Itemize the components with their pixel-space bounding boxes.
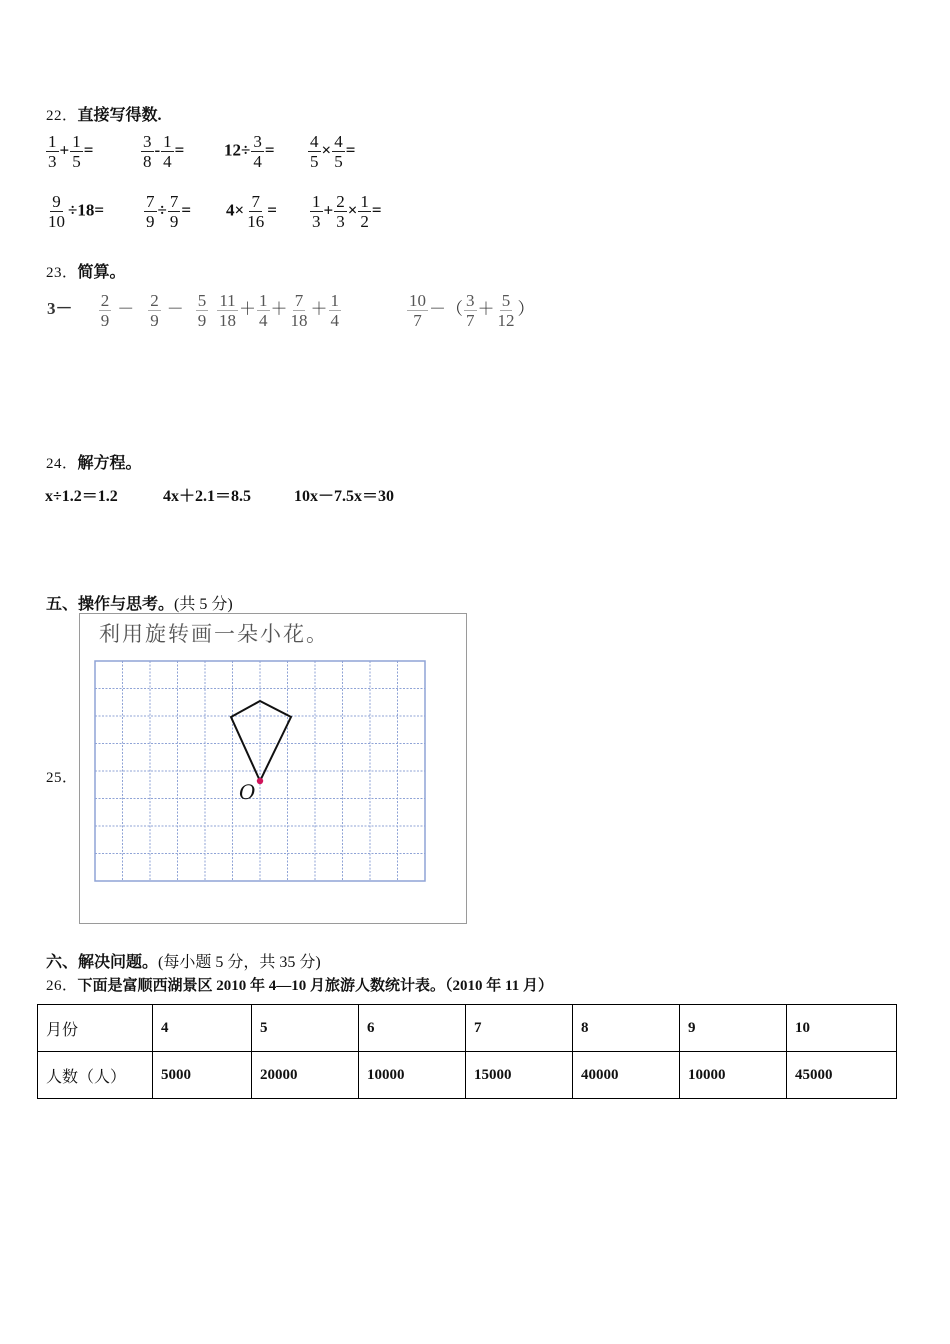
- people-cell: 20000: [252, 1052, 359, 1099]
- month-cell: 10: [787, 1005, 897, 1052]
- table-row: [38, 1005, 897, 1052]
- q25-figure: [79, 613, 467, 924]
- people-cell: 15000: [466, 1052, 573, 1099]
- fraction: $\frac{1}{3}$: [48, 132, 57, 171]
- section5-title: 五、操作与思考。: [46, 596, 175, 613]
- q24-number: 24．: [46, 456, 78, 472]
- table-row: [38, 1052, 897, 1099]
- equation-3: 10x－7.5x＝30: [294, 488, 395, 505]
- people-cell: 5000: [153, 1052, 252, 1099]
- q22-item-6: $\frac{7}{9}$ ÷ $\frac{7}{9}$ =: [146, 192, 192, 231]
- q23-number: 23．: [46, 265, 78, 281]
- fraction: $\frac{10}{7}$: [409, 291, 426, 330]
- fraction: $\frac{2}{9}$: [150, 291, 159, 330]
- row-header-people: 人数（人）: [38, 1052, 153, 1099]
- q24-title: 解方程。: [77, 455, 142, 472]
- month-cell: 4: [153, 1005, 252, 1052]
- equation-1: x÷1.2＝1.2: [45, 488, 118, 505]
- fraction: $\frac{9}{10}$: [48, 192, 65, 231]
- fraction: $\frac{3}{7}$: [466, 291, 475, 330]
- q25-number: 25．: [46, 770, 78, 786]
- q22-heading: [46, 102, 162, 125]
- q22-number: 22．: [46, 108, 78, 124]
- fraction: $\frac{1}{4}$: [259, 291, 268, 330]
- q23-title: 简算。: [77, 264, 126, 281]
- fraction: $\frac{2}{3}$: [336, 192, 345, 231]
- section6-title: 六、解决问题。: [46, 954, 159, 971]
- fraction: $\frac{7}{9}$: [169, 192, 179, 231]
- q23-expression-1: 3－ $\frac{2}{9}$ － $\frac{2}{9}$ － $\frac{5}{9}$: [47, 291, 207, 330]
- fraction: $\frac{11}{18}$: [219, 291, 236, 330]
- month-cell: 6: [359, 1005, 466, 1052]
- row-header-month: 月份: [38, 1005, 153, 1052]
- rotation-grid-figure: [79, 613, 467, 924]
- month-cell: 5: [252, 1005, 359, 1052]
- fraction: $\frac{5}{9}$: [197, 291, 207, 330]
- figure-caption: 利用旋转画一朵小花。: [99, 622, 329, 646]
- q26-heading: [46, 974, 553, 995]
- q22-item-1: $\frac{1}{3}$ + $\frac{1}{5}$ =: [48, 132, 94, 171]
- section6-heading: [46, 949, 321, 972]
- fraction: $\frac{7}{9}$: [146, 192, 155, 231]
- fraction: $\frac{3}{8}$: [143, 132, 152, 171]
- fraction: $\frac{7}{16}$: [247, 192, 265, 231]
- q22-item-7: 4× $\frac{7}{16}$ =: [226, 192, 277, 231]
- fraction: $\frac{1}{4}$: [163, 132, 172, 171]
- month-cell: 9: [680, 1005, 787, 1052]
- tourism-stats-table: [37, 1004, 897, 1099]
- q26-number: 26．: [46, 978, 78, 994]
- equation-2: 4x＋2.1＝8.5: [163, 488, 252, 505]
- fraction: $\frac{4}{5}$: [334, 132, 343, 171]
- q22-item-3: 12÷ $\frac{3}{4}$ =: [224, 132, 275, 171]
- q26-text: 下面是富顺西湖景区 2010 年 4—10 月旅游人数统计表。（2010 年 11 月）: [77, 978, 553, 994]
- q22-item-5: $\frac{9}{10}$ ÷18=: [48, 192, 105, 231]
- q23-heading: [46, 259, 126, 282]
- section6-score: (每小题 5 分，共 35 分): [158, 954, 321, 971]
- fraction: $\frac{3}{4}$: [253, 132, 262, 171]
- q22-title: 直接写得数.: [77, 107, 162, 124]
- q23-expression-2: $\frac{11}{18}$ ＋ $\frac{1}{4}$ ＋ $\frac{7}{18}$ ＋ $\frac{1}{4}$: [219, 291, 339, 330]
- month-cell: 7: [466, 1005, 573, 1052]
- section5-score: (共 5 分): [174, 596, 233, 613]
- people-cell: 45000: [787, 1052, 897, 1099]
- point-label: O: [239, 780, 256, 804]
- q22-item-4: $\frac{4}{5}$ × $\frac{4}{5}$ =: [310, 132, 356, 171]
- fraction: $\frac{4}{5}$: [310, 132, 319, 171]
- q22-item-2: $\frac{3}{8}$ - $\frac{1}{4}$ =: [143, 132, 185, 171]
- rotation-center-point: [257, 778, 263, 784]
- fraction: $\frac{1}{3}$: [312, 192, 321, 231]
- month-cell: 8: [573, 1005, 680, 1052]
- fraction: $\frac{1}{5}$: [72, 132, 81, 171]
- fraction: $\frac{1}{2}$: [360, 192, 369, 231]
- q24-heading: [46, 450, 142, 473]
- people-cell: 10000: [680, 1052, 787, 1099]
- fraction: $\frac{1}{4}$: [330, 291, 339, 330]
- fraction: $\frac{7}{18}$: [290, 291, 308, 330]
- fraction: $\frac{5}{12}$: [497, 291, 515, 330]
- section5-heading: [46, 591, 233, 614]
- people-cell: 10000: [359, 1052, 466, 1099]
- fraction: $\frac{2}{9}$: [100, 291, 110, 330]
- q22-item-8: $\frac{1}{3}$ + $\frac{2}{3}$ × $\frac{1}{2}$ =: [312, 192, 382, 231]
- q23-expression-3: $\frac{10}{7}$ －（ $\frac{3}{7}$ ＋ $\frac{5}{12}$ ）: [409, 291, 535, 330]
- people-cell: 40000: [573, 1052, 680, 1099]
